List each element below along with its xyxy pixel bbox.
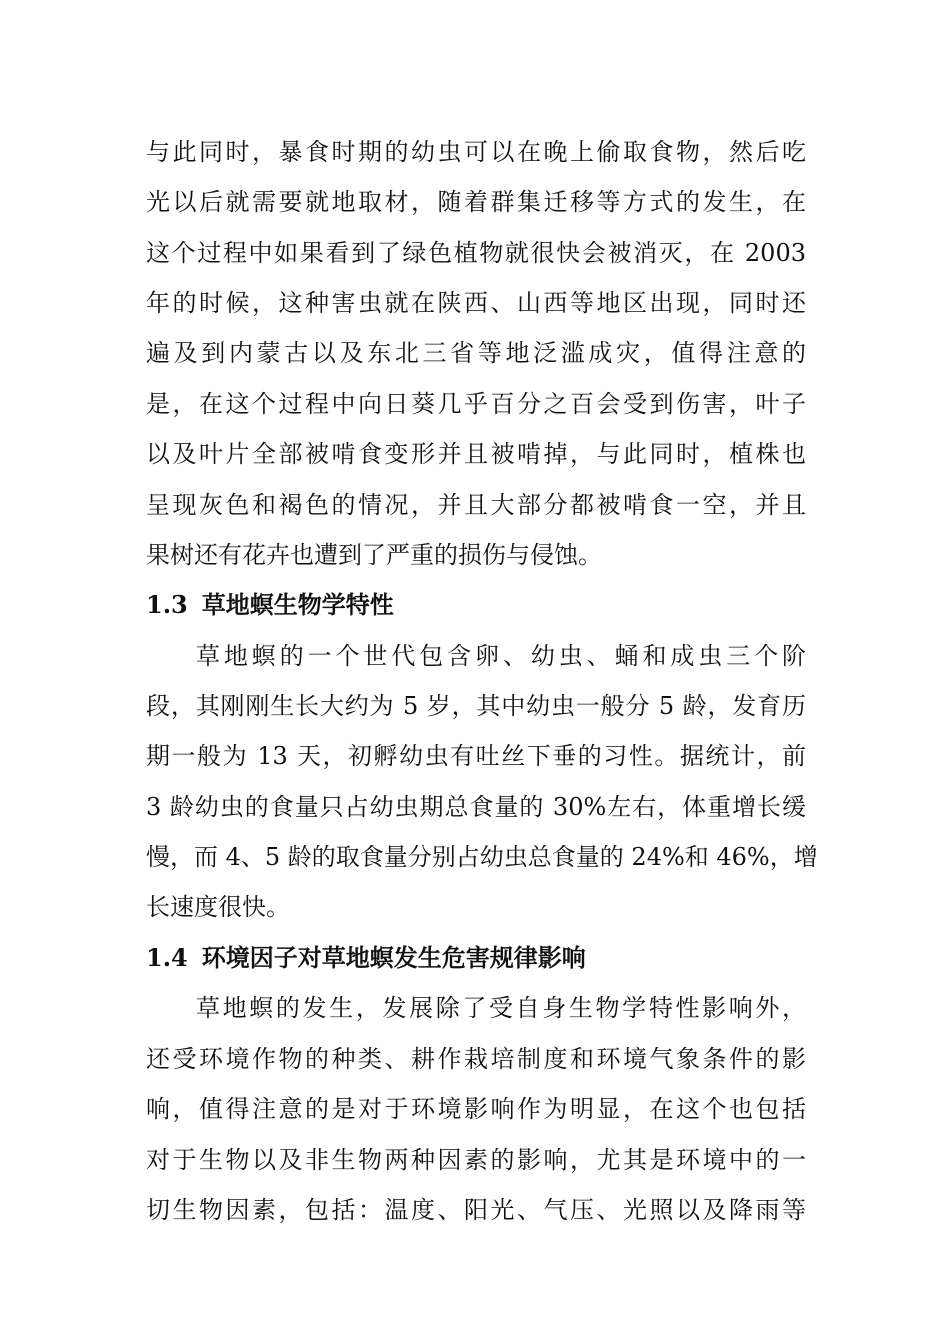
text-line: 以及叶片全部被啃食变形并且被啃掉，与此同时，植株也 — [146, 440, 806, 468]
text-line: 3 龄幼虫的食量只占幼虫期总食量的 30%左右，体重增长缓 — [146, 793, 806, 821]
text-line: 光以后就需要就地取材，随着群集迁移等方式的发生，在 — [146, 188, 806, 216]
text-line: 长速度很快。 — [146, 893, 290, 921]
text-line: 段，其刚刚生长大约为 5 岁，其中幼虫一般分 5 龄，发育历 — [146, 692, 806, 720]
text-line: 果树还有花卉也遭到了严重的损伤与侵蚀。 — [146, 541, 602, 569]
section-title: 环境因子对草地螟发生危害规律影响 — [201, 943, 586, 972]
section-number: 1.3 — [146, 590, 188, 619]
text-line: 呈现灰色和褐色的情况，并且大部分都被啃食一空，并且 — [146, 491, 806, 519]
text-line: 草地螟的一个世代包含卵、幼虫、蛹和成虫三个阶 — [196, 642, 806, 670]
section-number: 1.4 — [146, 943, 188, 972]
text-line: 是，在这个过程中向日葵几乎百分之百会受到伤害，叶子 — [146, 390, 806, 418]
text-line: 期一般为 13 天，初孵幼虫有吐丝下垂的习性。据统计，前 — [146, 742, 806, 770]
text-line: 草地螟的发生，发展除了受自身生物学特性影响外， — [196, 994, 806, 1022]
section-heading-1-3 — [146, 589, 394, 621]
text-line: 与此同时，暴食时期的幼虫可以在晚上偷取食物，然后吃 — [146, 138, 806, 166]
text-line: 慢，而 4、5 龄的取食量分别占幼虫总食量的 24%和 46%，增 — [146, 843, 818, 871]
text-line: 遍及到内蒙古以及东北三省等地泛滥成灾，值得注意的 — [146, 339, 806, 367]
text-line: 还受环境作物的种类、耕作栽培制度和环境气象条件的影 — [146, 1045, 806, 1073]
text-line: 对于生物以及非生物两种因素的影响，尤其是环境中的一 — [146, 1146, 806, 1174]
text-line: 这个过程中如果看到了绿色植物就很快会被消灭，在 2003 — [146, 239, 806, 267]
text-line: 年的时候，这种害虫就在陕西、山西等地区出现，同时还 — [146, 289, 806, 317]
text-line: 切生物因素，包括：温度、阳光、气压、光照以及降雨等 — [146, 1196, 806, 1224]
section-heading-1-4 — [146, 942, 586, 974]
text-line: 响，值得注意的是对于环境影响作为明显，在这个也包括 — [146, 1095, 806, 1123]
section-title: 草地螟生物学特性 — [201, 590, 394, 619]
